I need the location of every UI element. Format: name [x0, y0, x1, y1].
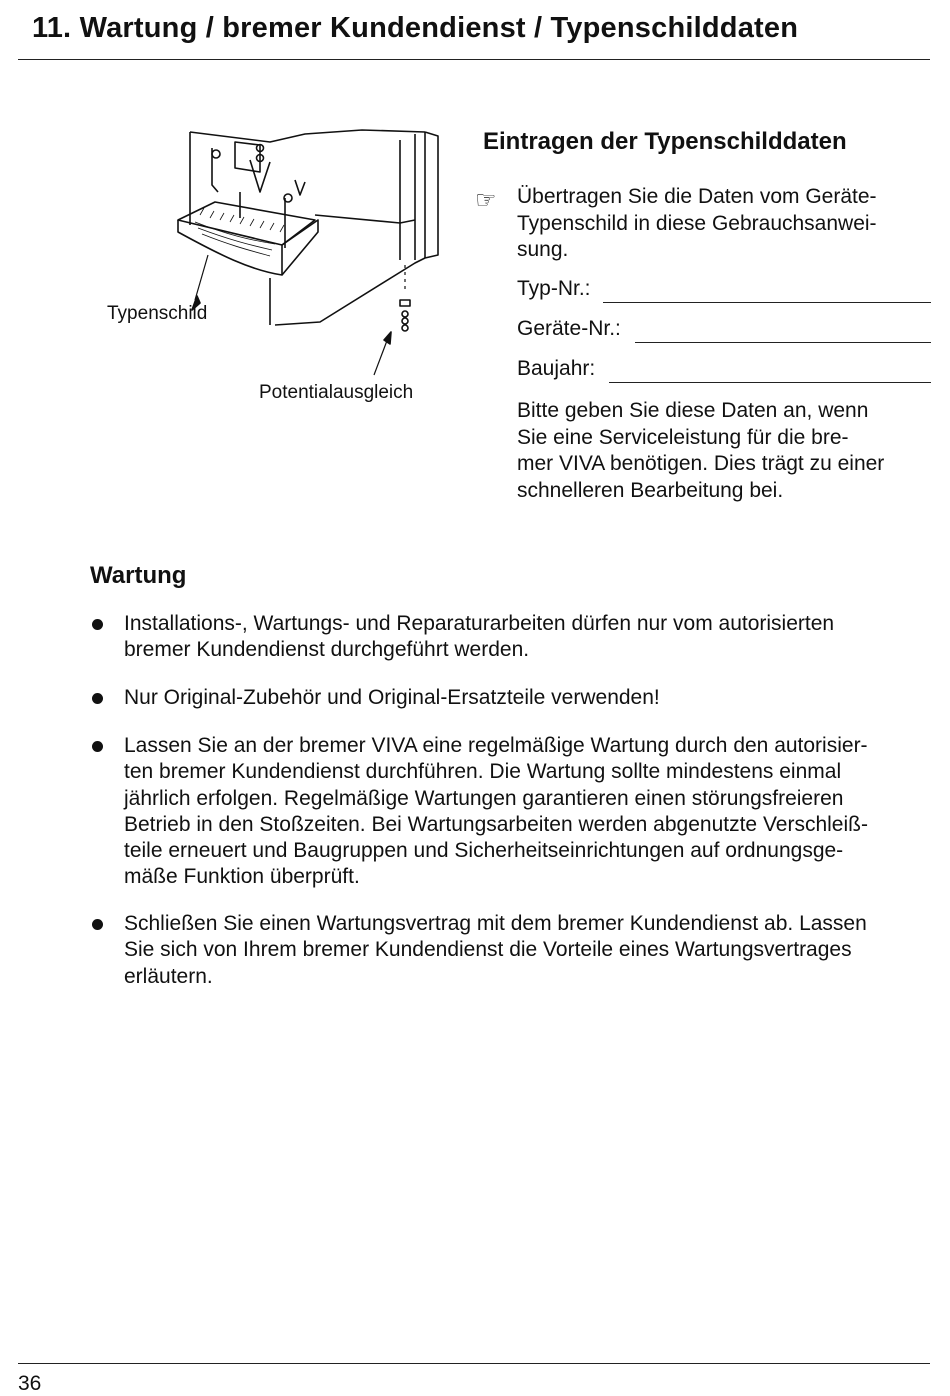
- text-line: ten bremer Kundendienst durchführen. Die Wartung sollte mindestens einmal: [124, 760, 842, 784]
- bullet-icon: [92, 619, 103, 630]
- text-line: teile erneuert und Baugruppen und Sicherheitseinrichtungen auf ordnungsge-: [124, 839, 844, 863]
- potentialausgleich-label: Potentialausgleich: [259, 382, 414, 403]
- text-line: jährlich erfolgen. Regelmäßige Wartungen garantieren einen störungsfreieren: [124, 786, 844, 810]
- baujahr-entry-line[interactable]: [609, 382, 931, 383]
- text-line: Nur Original-Zubehör und Original-Ersatzteile verwenden!: [124, 686, 660, 709]
- text-line: erläutern.: [124, 964, 213, 988]
- typ-nr-entry-line[interactable]: [603, 302, 931, 303]
- baujahr-label: Baujahr:: [517, 357, 596, 380]
- geraete-nr-label: Geräte-Nr.:: [517, 317, 621, 340]
- footer-rule: [18, 1363, 930, 1364]
- text-line: Sie sich von Ihrem bremer Kundendienst die Vorteile eines Wartungsvertrages: [124, 938, 852, 962]
- typ-nr-label: Typ-Nr.:: [517, 277, 591, 300]
- bullet-icon: [92, 693, 103, 704]
- wartung-heading: Wartung: [90, 562, 187, 589]
- typenschild-label: Typenschild: [107, 303, 208, 324]
- bullet-icon: [92, 741, 103, 752]
- page-title: 11. Wartung / bremer Kundendienst / Typenschilddaten: [32, 12, 799, 44]
- typ-nr-field[interactable]: [517, 277, 931, 307]
- text-line: schnelleren Bearbeitung bei.: [517, 478, 784, 502]
- text-line: Betrieb in den Stoßzeiten. Bei Wartungsarbeiten werden abgenutzte Verschleiß-: [124, 812, 868, 836]
- header-rule: [18, 59, 930, 60]
- page-number: 36: [18, 1372, 42, 1395]
- text-line: mäße Funktion überprüft.: [124, 865, 360, 889]
- text-line: bremer Kundendienst durchgeführt werden.: [124, 638, 530, 662]
- text-line: sung.: [517, 238, 569, 261]
- text-line: mer VIVA benötigen. Dies trägt zu einer: [517, 452, 885, 475]
- text-line: Schließen Sie einen Wartungsvertrag mit dem bremer Kundendienst ab. Lassen: [124, 912, 867, 935]
- text-line: Bitte geben Sie diese Daten an, wenn: [517, 399, 869, 422]
- text-line: Übertragen Sie die Daten vom Geräte-: [517, 185, 877, 208]
- pointing-hand-icon: ☞: [475, 187, 497, 214]
- bullet-icon: [92, 919, 103, 930]
- text-line: Installations-, Wartungs- und Reparaturarbeiten dürfen nur vom autorisierten: [124, 612, 835, 635]
- text-line: Lassen Sie an der bremer VIVA eine regelmäßige Wartung durch den autorisier-: [124, 734, 868, 757]
- baujahr-field[interactable]: [517, 357, 931, 387]
- text-line: Sie eine Serviceleistung für die bre-: [517, 425, 849, 449]
- text-line: Typenschild in diese Gebrauchsanwei-: [517, 211, 877, 235]
- service-note: [517, 398, 932, 504]
- typenschild-heading: Eintragen der Typenschilddaten: [483, 128, 847, 155]
- typenschild-intro: [517, 184, 932, 264]
- coffee-machine-illustration: [100, 120, 445, 420]
- geraete-nr-entry-line[interactable]: [635, 342, 931, 343]
- geraete-nr-field[interactable]: [517, 317, 931, 347]
